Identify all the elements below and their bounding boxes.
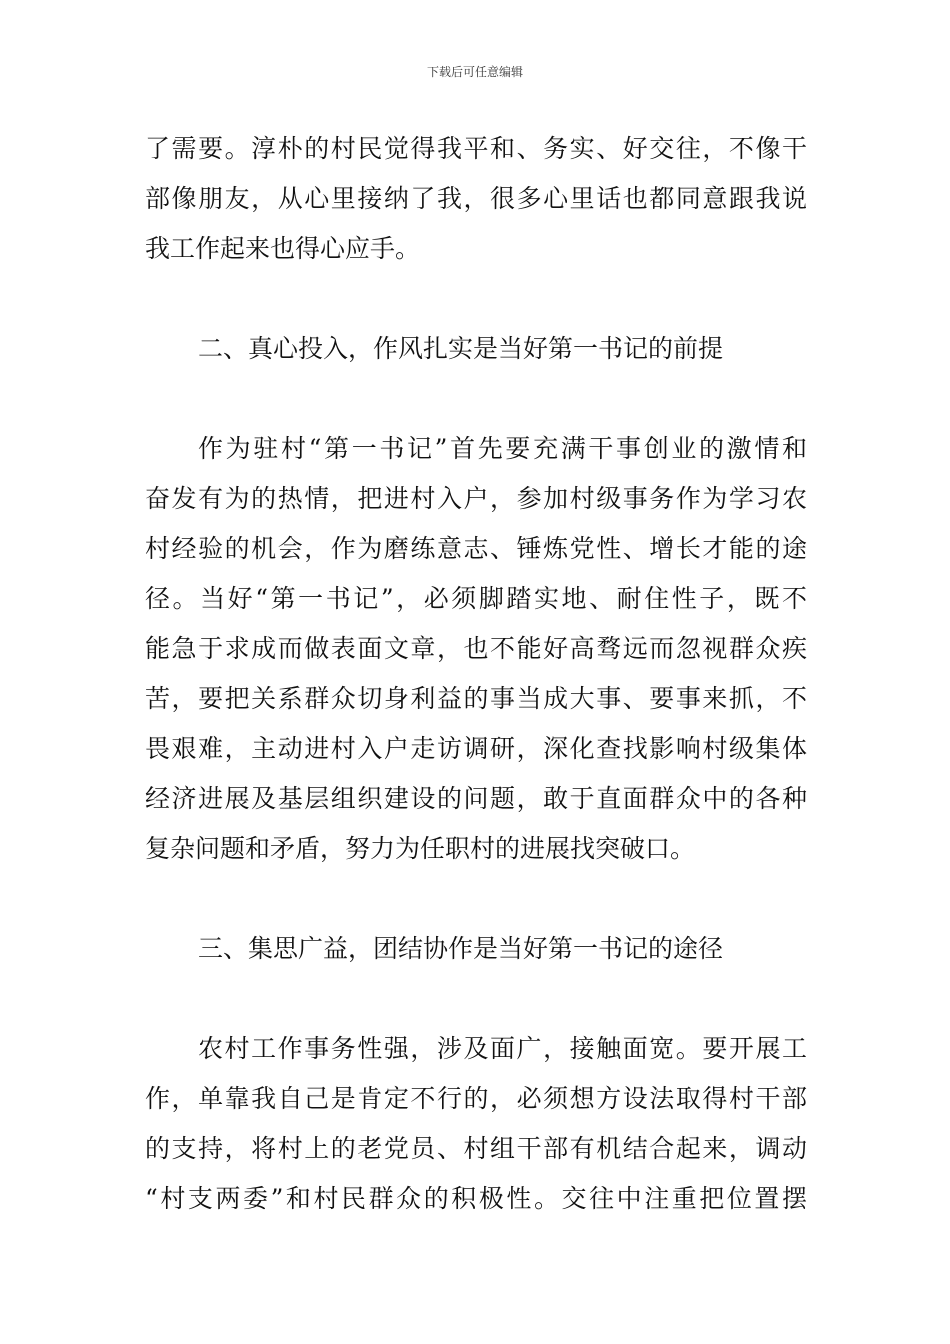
text-line: 经济进展及基层组织建设的问题，敢于直面群众中的各种 bbox=[145, 784, 807, 813]
text-line: 作，单靠我自己是肯定不行的，必须想方设法取得村干部 bbox=[145, 1084, 807, 1113]
text-line: 我工作起来也得心应手。 bbox=[145, 234, 421, 263]
text-line: 径。当好“第一书记”，必须脚踏实地、耐住性子，既不 bbox=[145, 584, 807, 613]
paragraph-gap bbox=[145, 874, 807, 924]
section-heading bbox=[145, 924, 807, 974]
text-line: 能急于求成而做表面文章，也不能好高骛远而忽视群众疾 bbox=[145, 634, 807, 663]
text-line: 部像朋友，从心里接纳了我，很多心里话也都同意跟我说 bbox=[145, 184, 807, 213]
text-line: 奋发有为的热情，把进村入户，参加村级事务作为学习农 bbox=[145, 484, 807, 513]
section-heading bbox=[145, 324, 807, 374]
section-heading-text: 二、真心投入，作风扎实是当好第一书记的前提 bbox=[198, 334, 724, 363]
text-line: 农村工作事务性强，涉及面广，接触面宽。要开展工 bbox=[198, 1034, 807, 1063]
paragraph-gap bbox=[145, 274, 807, 324]
text-line: 作为驻村“第一书记”首先要充满干事创业的激情和 bbox=[198, 434, 807, 463]
text-line: 畏艰难，主动进村入户走访调研，深化查找影响村级集体 bbox=[145, 734, 807, 763]
section-heading-text: 三、集思广益，团结协作是当好第一书记的途径 bbox=[198, 934, 724, 963]
page-header: 下载后可任意编辑 bbox=[426, 65, 523, 79]
text-line: “村支两委”和村民群众的积极性。交往中注重把位置摆 bbox=[145, 1184, 807, 1213]
paragraph bbox=[145, 424, 807, 874]
text-line: 苦，要把关系群众切身利益的事当成大事、要事来抓，不 bbox=[145, 684, 807, 713]
paragraph bbox=[145, 1024, 807, 1224]
text-line: 复杂问题和矛盾，努力为任职村的进展找突破口。 bbox=[145, 834, 696, 863]
text-line: 村经验的机会，作为磨练意志、锤炼党性、增长才能的途 bbox=[145, 534, 807, 563]
paragraph-gap bbox=[145, 374, 807, 424]
text-line: 的支持，将村上的老党员、村组干部有机结合起来，调动 bbox=[145, 1134, 807, 1163]
paragraph bbox=[145, 124, 807, 274]
paragraph-gap bbox=[145, 974, 807, 1024]
text-line: 了需要。淳朴的村民觉得我平和、务实、好交往，不像干 bbox=[145, 134, 807, 163]
document-body bbox=[145, 124, 807, 1224]
